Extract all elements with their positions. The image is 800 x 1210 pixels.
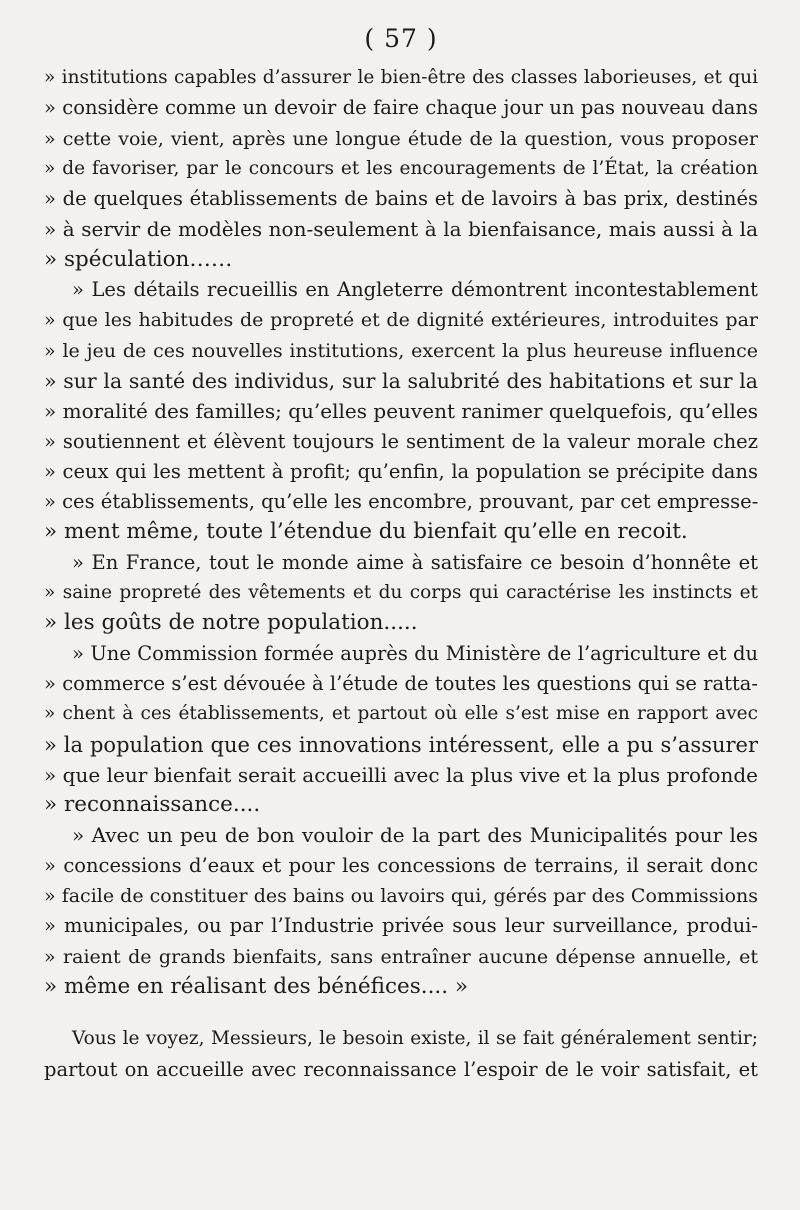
text-line-9: » que les habitudes de propreté et de dignité extérieures, introduites par bbox=[44, 309, 758, 332]
text-line-14: » ceux qui les mettent à profit; qu’enfin, la population se précipite dans bbox=[44, 459, 758, 483]
text-line-3: » cette voie, vient, après une longue étude de la question, vous proposer bbox=[44, 127, 758, 150]
text-line-18: » saine propreté des vêtements et du corps qui caractérise les instincts et bbox=[44, 582, 758, 604]
text-line-20: » Une Commission formée auprès du Ministère de l’agriculture et du bbox=[72, 641, 758, 665]
text-line-32: Vous le voyez, Messieurs, le besoin existe, il se fait généralement sentir; bbox=[72, 1028, 758, 1050]
text-line-21: » commerce s’est dévouée à l’étude de toutes les questions qui se ratta- bbox=[44, 671, 758, 695]
text-line-5: » de quelques établissements de bains et de lavoirs à bas prix, destinés bbox=[44, 187, 758, 211]
text-line-22: » chent à ces établissements, et partout où elle s’est mise en rapport avec bbox=[44, 703, 758, 725]
text-line-12: » moralité des familles; qu’elles peuvent ranimer quelquefois, qu’elles bbox=[44, 399, 758, 424]
text-line-13: » soutiennent et élèvent toujours le sentiment de la valeur morale chez bbox=[44, 429, 758, 453]
text-line-33: partout on accueille avec reconnaissance l’espoir de le voir satisfait, et bbox=[44, 1057, 758, 1081]
text-line-19: » les goûts de notre population..... bbox=[44, 610, 418, 636]
text-line-11: » sur la santé des individus, sur la salubrité des habitations et sur la bbox=[44, 368, 758, 393]
text-line-8: » Les détails recueillis en Angleterre démontrent incontestablement bbox=[72, 278, 758, 302]
page-number: ( 57 ) bbox=[364, 24, 438, 53]
text-line-28: » facile de constituer des bains ou lavoirs qui, gérés par des Commissions bbox=[44, 885, 758, 908]
text-line-7: » spéculation…… bbox=[44, 246, 233, 272]
text-line-15: » ces établissements, qu’elle les encombre, prouvant, par cet empresse- bbox=[44, 490, 758, 514]
paragraph-gap bbox=[44, 1002, 758, 1024]
text-line-2: » considère comme un devoir de faire chaque jour un pas nouveau dans bbox=[44, 96, 758, 120]
text-line-23: » la population que ces innovations intéressent, elle a pu s’assurer bbox=[44, 732, 758, 757]
text-line-17: » En France, tout le monde aime à satisfaire ce besoin d’honnête et bbox=[72, 550, 758, 574]
text-line-29: » municipales, ou par l’Industrie privée sous leur surveillance, produi- bbox=[44, 914, 758, 938]
text-line-6: » à servir de modèles non-seulement à la bienfaisance, mais aussi à la bbox=[44, 217, 758, 242]
text-line-31: » même en réalisant des bénéfices.... » bbox=[44, 973, 469, 999]
text-line-24: » que leur bienfait serait accueilli avec la plus vive et la plus profonde bbox=[44, 762, 758, 787]
text-line-10: » le jeu de ces nouvelles institutions, exercent la plus heureuse influence bbox=[44, 339, 758, 362]
text-line-30: » raient de grands bienfaits, sans entraîner aucune dépense annuelle, et bbox=[44, 945, 758, 968]
text-line-1: » institutions capables d’assurer le bien-être des classes laborieuses, et qui bbox=[44, 67, 758, 88]
text-line-16: » ment même, toute l’étendue du bienfait qu’elle en recoit. bbox=[44, 519, 688, 545]
text-line-25: » reconnaissance.... bbox=[44, 792, 261, 818]
text-line-4: » de favoriser, par le concours et les encouragements de l’État, la création bbox=[44, 157, 758, 179]
text-line-26: » Avec un peu de bon vouloir de la part des Municipalités pour les bbox=[72, 823, 758, 848]
text-line-27: » concessions d’eaux et pour les concessions de terrains, il serait donc bbox=[44, 853, 758, 877]
